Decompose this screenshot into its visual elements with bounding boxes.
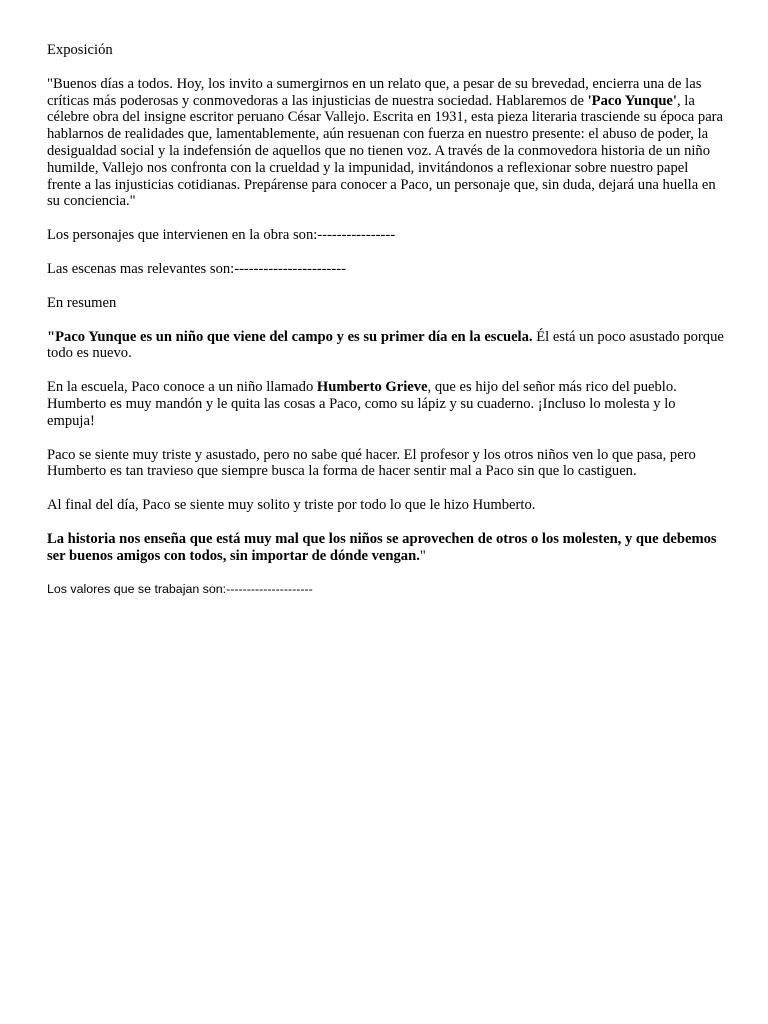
- work-title: 'Paco Yunque': [587, 92, 677, 109]
- lesson-bold: La historia nos enseña que está muy mal que los niños se aprovechen de otros o los molesten, y que debemos ser buenos amigos con todos, sin importar de dónde vengan.: [47, 530, 717, 564]
- summary-heading: En resumen: [47, 294, 117, 311]
- lesson-paragraph: [47, 531, 725, 565]
- intro-paragraph: [47, 76, 725, 210]
- scenes-line: Las escenas mas relevantes son:-----------------------: [47, 260, 346, 277]
- values-line: Los valores que se trabajan son:---------------------: [47, 581, 313, 596]
- intro-text-2: , la célebre obra del insigne escritor peruano César Vallejo. Escrita en 1931, esta pieza literaria trasciende su época para hablarnos de realidades que, lamentablemente, aún resuenan con fuerza en nuestro presente: el abuso de poder, la desigualdad social y la indefensión de aquellos que no tienen voz. A través de la conmovedora historia de un niño humilde, Vallejo nos confronta con la crueldad y la impunidad, invitándonos a reflexionar sobre nuestro papel frente a las injusticias cotidianas. Prepárense para conocer a Paco, un personaje que, sin duda, dejará una huella en su conciencia.": [47, 92, 724, 210]
- summary-paragraph-3: Paco se siente muy triste y asustado, pero no sabe qué hacer. El profesor y los otros niños ven lo que pasa, pero Humberto es tan travieso que siempre busca la forma de hacer sentir mal a Paco sin que lo castiguen.: [47, 446, 696, 480]
- summary-1-text: Él está un poco asustado porque todo es nuevo.: [47, 328, 724, 362]
- document-heading: Exposición: [47, 42, 113, 58]
- summary-1-bold: "Paco Yunque es un niño que viene del campo y es su primer día en la escuela.: [47, 328, 533, 345]
- document-page: [47, 42, 725, 614]
- summary-paragraph-4: Al final del día, Paco se siente muy solito y triste por todo lo que le hizo Humberto.: [47, 497, 536, 514]
- summary-2-text-1: En la escuela, Paco conoce a un niño llamado: [47, 379, 317, 396]
- character-name: Humberto Grieve: [316, 379, 428, 396]
- intro-text-1: "Buenos días a todos. Hoy, los invito a sumergirnos en un relato que, a pesar de su brevedad, encierra una de las críticas más poderosas y conmovedoras a las injusticias de nuestra sociedad. Hablaremos de: [47, 75, 702, 109]
- lesson-closing-quote: ": [419, 547, 426, 564]
- summary-paragraph-2: [47, 379, 725, 429]
- summary-paragraph-1: [47, 329, 725, 363]
- characters-line: Los personajes que intervienen en la obra son:----------------: [47, 227, 396, 244]
- summary-2-text-2: , que es hijo del señor más rico del pueblo. Humberto es muy mandón y le quita las cosas a Paco, como su lápiz y su cuaderno. ¡Incluso lo molesta y lo empuja!: [47, 379, 677, 429]
